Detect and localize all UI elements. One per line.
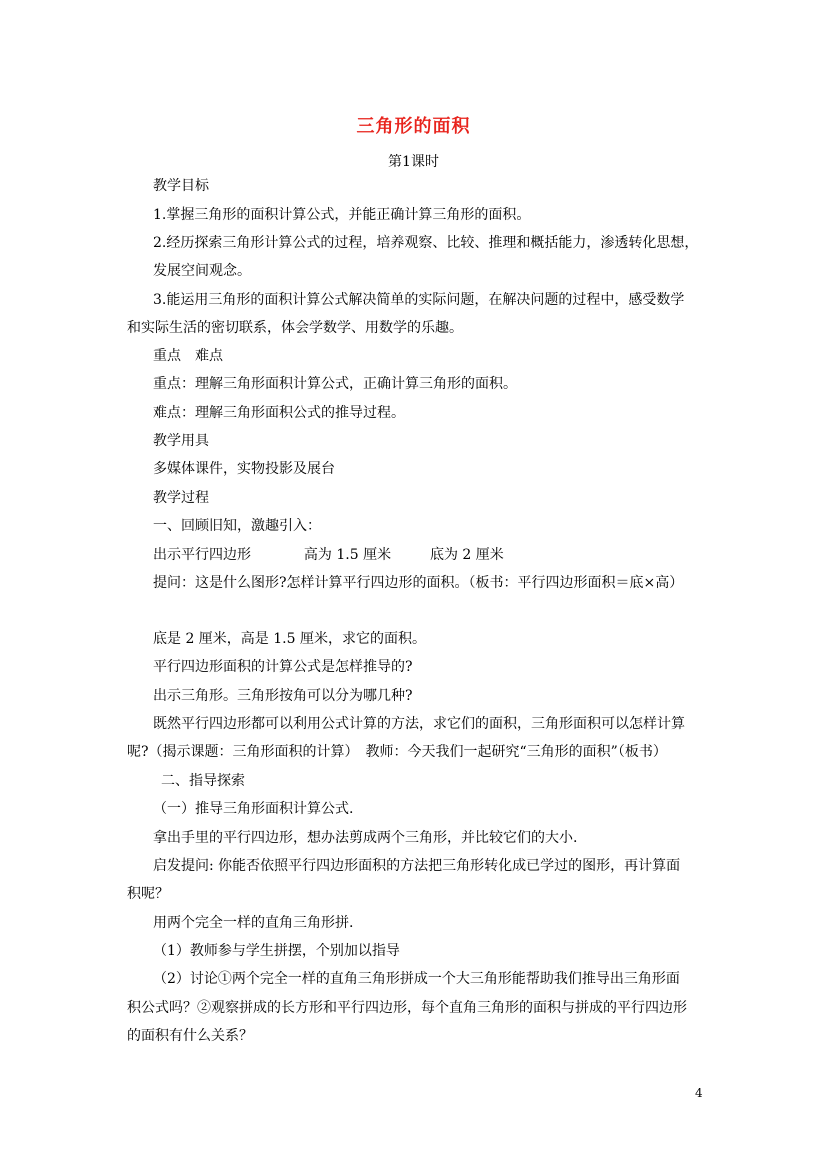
text-line: 教学过程 xyxy=(153,490,209,506)
text-line: 3.能运用三角形的面积计算公式解决简单的实际问题，在解决问题的过程中，感受数学 xyxy=(153,292,685,308)
text-line: 难点：理解三角形面积公式的推导过程。 xyxy=(153,405,405,421)
text-line: 多媒体课件，实物投影及展台 xyxy=(153,461,335,477)
text-line: 发展空间观念。 xyxy=(153,263,251,279)
text-line: 拿出手里的平行四边形，想办法剪成两个三角形，并比较它们的大小. xyxy=(153,830,578,846)
text-line: 一、回顾旧知，激趣引入： xyxy=(153,518,321,534)
text-line: 教学目标 xyxy=(153,178,209,194)
text-line: 和实际生活的密切联系，体会学数学、用数学的乐趣。 xyxy=(127,320,463,336)
text-line: 的面积有什么关系？ xyxy=(127,1028,253,1044)
text-line: 积呢？ xyxy=(127,886,169,902)
text-line: 重点 难点 xyxy=(153,348,223,364)
document-title: 三角形的面积 xyxy=(356,116,471,137)
text-line: 积公式吗？②观察拼成的长方形和平行四边形，每个直角三角形的面积与拼成的平行四边形 xyxy=(127,1000,687,1016)
lesson-subtitle: 第1课时 xyxy=(388,154,439,170)
text-line: 2.经历探索三角形计算公式的过程，培养观察、比较、推理和概括能力，渗透转化思想， xyxy=(153,235,699,251)
section-heading: 二、指导探索 xyxy=(161,773,245,789)
text-line: 底是 2 厘米，高是 1.5 厘米，求它的面积。 xyxy=(153,631,426,647)
text-line: 平行四边形面积的计算公式是怎样推导的? xyxy=(153,659,413,675)
text-line: 1.掌握三角形的面积计算公式，并能正确计算三角形的面积。 xyxy=(153,207,531,223)
text-line: 既然平行四边形都可以利用公式计算的方法，求它们的面积，三角形面积可以怎样计算 xyxy=(153,716,685,732)
page-number: 4 xyxy=(695,1086,703,1100)
height-label: 高为 1.5 厘米 xyxy=(303,547,392,563)
text-line: （一）推导三角形面积计算公式. xyxy=(153,801,354,817)
text-line xyxy=(153,545,504,565)
text-line: （1）教师参与学生拼摆，个别加以指导 xyxy=(153,943,400,959)
text-line: 提问：这是什么图形?怎样计算平行四边形的面积。（板书：平行四边形面积＝底×高） xyxy=(153,575,684,591)
text-line: 教学用具 xyxy=(153,433,209,449)
text-line: （2）讨论①两个完全一样的直角三角形拼成一个大三角形能帮助我们推导出三角形面 xyxy=(153,971,680,987)
text-line: 重点：理解三角形面积计算公式，正确计算三角形的面积。 xyxy=(153,376,517,392)
text-line: 出示三角形。三角形按角可以分为哪几种? xyxy=(153,688,413,704)
text-line: 启发提问: 你能否依照平行四边形面积的方法把三角形转化成已学过的图形，再计算面 xyxy=(153,858,681,874)
parallelogram-label: 出示平行四边形 xyxy=(153,547,251,563)
base-label: 底为 2 厘米 xyxy=(429,547,504,563)
text-line: 用两个完全一样的直角三角形拼. xyxy=(153,915,354,931)
text-line: 呢?（揭示课题：三角形面积的计算） 教师：今天我们一起研究“三角形的面积”（板书） xyxy=(127,744,667,760)
